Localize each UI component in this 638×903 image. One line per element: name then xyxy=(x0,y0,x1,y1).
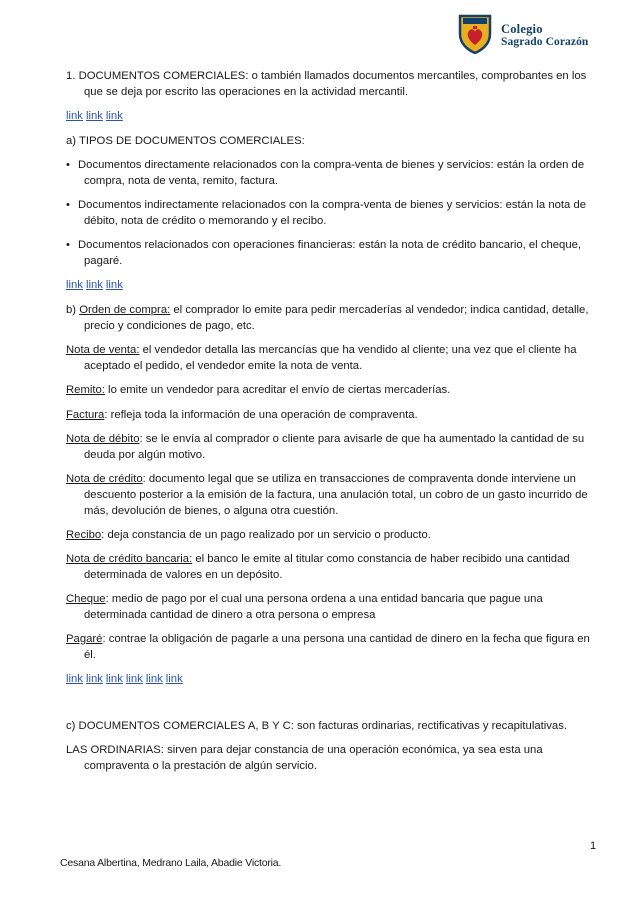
definition-term: Factura xyxy=(66,408,105,421)
bullet-icon: • xyxy=(66,199,70,212)
intro-paragraph xyxy=(66,68,598,100)
link[interactable]: link xyxy=(145,672,163,685)
definition-factura xyxy=(66,407,598,423)
logo-line-2: Sagrado Corazón xyxy=(501,36,589,49)
bullet-item xyxy=(66,157,598,189)
definition-nota-de-debito xyxy=(66,431,598,463)
definition-nota-de-credito xyxy=(66,471,598,519)
links-row-1 xyxy=(66,108,598,124)
definition-text: el comprador lo emite para pedir mercaderías al vendedor; indica cantidad, detalle, precio y condiciones de pago, etc. xyxy=(84,304,589,333)
link[interactable]: link xyxy=(66,110,83,123)
link[interactable]: link xyxy=(66,279,83,292)
bullet-icon: • xyxy=(66,159,70,172)
definition-orden-de-compra xyxy=(66,302,598,334)
link[interactable]: link xyxy=(105,279,123,292)
definition-text: lo emite un vendedor para acreditar el envío de ciertas mercaderías. xyxy=(104,384,451,397)
school-logo xyxy=(457,12,627,56)
footer-authors: Cesana Albertina, Medrano Laila, Abadie Victoria. xyxy=(60,857,282,869)
link[interactable]: link xyxy=(66,672,83,685)
link[interactable]: link xyxy=(85,279,103,292)
intro-text: DOCUMENTOS COMERCIALES: o también llamados documentos mercantiles, comprobantes en los que se deja por escrito las operaciones en la actividad mercantil. xyxy=(78,70,587,99)
section-b-prefix: b) xyxy=(66,304,77,317)
bullet-text: Documentos indirectamente relacionados con la compra-venta de bienes y servicios: están la nota de débito, nota de crédito o memorando y el recibo. xyxy=(78,199,587,228)
link[interactable]: link xyxy=(125,672,143,685)
definition-text: : deja constancia de un pago realizado por un servicio o producto. xyxy=(101,528,431,541)
definition-term: Cheque xyxy=(66,592,106,605)
bullet-text: Documentos directamente relacionados con la compra-venta de bienes y servicios: están la orden de compra, nota de venta, remito, factura. xyxy=(78,159,585,188)
definition-term: Nota de venta: xyxy=(66,344,140,357)
definition-nota-de-venta xyxy=(66,342,598,374)
link[interactable]: link xyxy=(105,110,123,123)
logo-line-1: Colegio xyxy=(501,22,543,36)
bullet-icon: • xyxy=(66,239,70,252)
links-row-3 xyxy=(66,671,598,687)
link[interactable]: link xyxy=(105,672,123,685)
definition-nota-de-credito-bancaria xyxy=(66,551,598,583)
page-number: 1 xyxy=(590,840,597,852)
definition-term: Recibo xyxy=(66,528,102,541)
spacer xyxy=(66,696,598,718)
definition-text: el banco le emite al titular como constancia de haber recibido una cantidad determinada de valores en un depósito. xyxy=(84,552,570,581)
definition-text: : refleja toda la información de una operación de compraventa. xyxy=(104,408,418,421)
definition-text: el vendedor detalla las mercancías que ha vendido al cliente; una vez que el cliente ha aceptado el pedido, el vendedor emite la nota de venta. xyxy=(84,344,577,373)
definition-text: : medio de pago por el cual una persona ordena a una entidad bancaria que pague una determinada cantidad de dinero a otra persona o empresa xyxy=(84,592,543,621)
definition-recibo xyxy=(66,527,598,543)
school-shield-icon xyxy=(457,12,493,54)
section-c-ordinarias: LAS ORDINARIAS: sirven para dejar constancia de una operación económica, ya sea esta una compraventa o la prestación de algún servicio. xyxy=(66,743,543,772)
links-row-2 xyxy=(66,277,598,293)
definition-term: Nota de crédito bancaria: xyxy=(66,552,193,565)
link[interactable]: link xyxy=(165,672,183,685)
definition-term: Pagaré xyxy=(66,632,103,645)
bullet-item xyxy=(66,197,598,229)
document-body xyxy=(66,68,598,782)
definition-term: Nota de débito xyxy=(66,432,140,445)
definition-term: Orden de compra: xyxy=(79,304,171,317)
definition-term: Nota de crédito xyxy=(66,472,143,485)
bullet-item xyxy=(66,237,598,269)
definition-remito xyxy=(66,382,598,398)
definition-term: Remito: xyxy=(66,384,105,397)
bullet-text: Documentos relacionados con operaciones financieras: están la nota de crédito bancario, el cheque, pagaré. xyxy=(78,239,582,268)
definition-text: : se le envía al comprador o cliente para avisarle de que ha aumentado la cantidad de su deuda por algún motivo. xyxy=(84,432,585,461)
definition-cheque xyxy=(66,591,598,623)
section-a-heading: a) TIPOS DE DOCUMENTOS COMERCIALES: xyxy=(66,135,305,148)
link[interactable]: link xyxy=(85,672,103,685)
definition-pagare xyxy=(66,631,598,663)
definition-text: : contrae la obligación de pagarle a una persona una cantidad de dinero en la fecha que figura en él. xyxy=(84,632,590,661)
link[interactable]: link xyxy=(85,110,103,123)
section-c-heading: c) DOCUMENTOS COMERCIALES A, B Y C: son facturas ordinarias, rectificativas y recapitulativas. xyxy=(66,719,567,732)
definition-text: : documento legal que se utiliza en transacciones de compraventa donde interviene un descuento posterior a la emisión de la factura, una anulación total, un cobro de un gasto incurrido de más, devolución de bienes, o alguna otra cuestión. xyxy=(84,472,588,517)
intro-number: 1. xyxy=(66,70,76,82)
